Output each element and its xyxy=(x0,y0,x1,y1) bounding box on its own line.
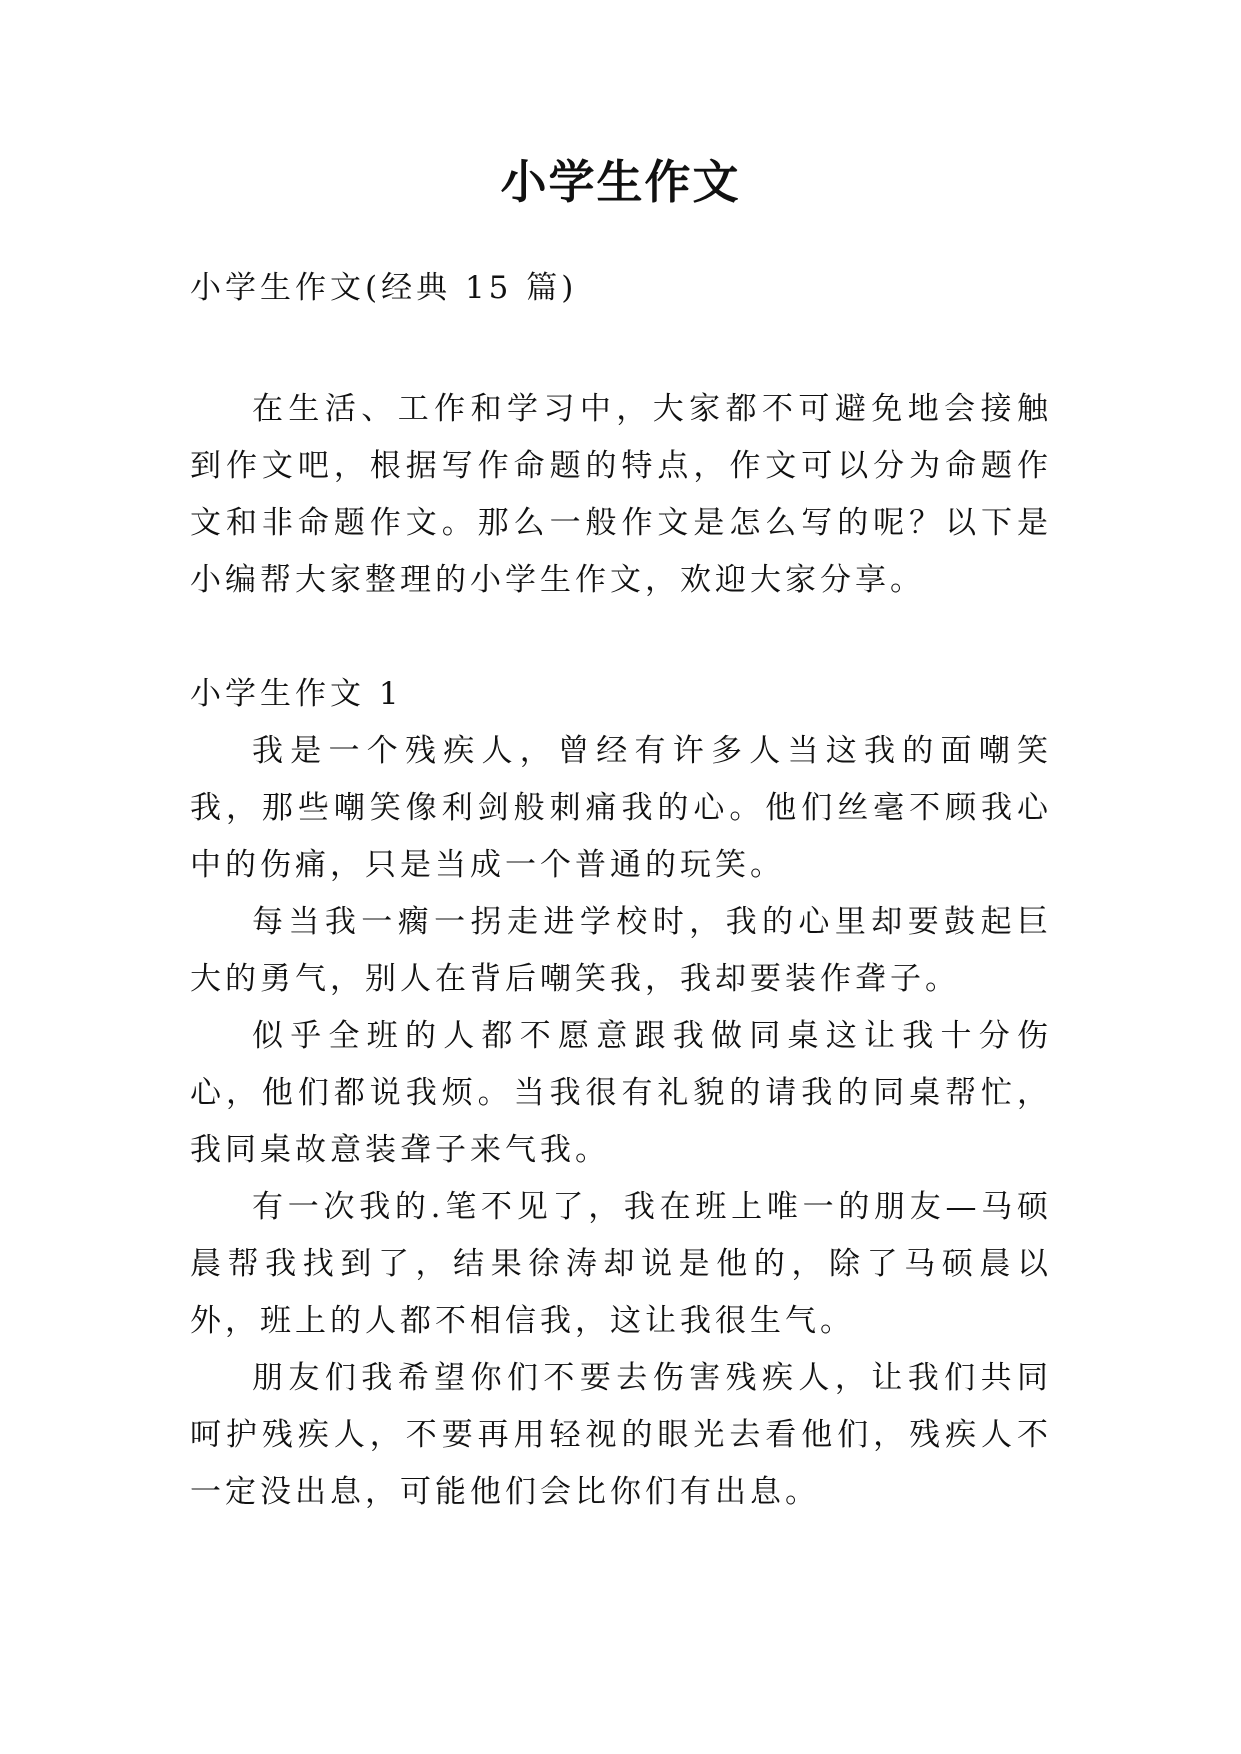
body-paragraph: 有一次我的.笔不见了，我在班上唯一的朋友—马硕晨帮我找到了，结果徐涛却说是他的，除了马硕晨以外，班上的人都不相信我，这让我很生气。 xyxy=(190,1189,1052,1339)
spacer xyxy=(190,609,1052,666)
document-body xyxy=(190,260,1052,1521)
spacer xyxy=(190,317,1052,381)
body-paragraph: 朋友们我希望你们不要去伤害残疾人，让我们共同呵护残疾人，不要再用轻视的眼光去看他们，残疾人不一定没出息，可能他们会比你们有出息。 xyxy=(190,1360,1052,1510)
body-paragraph: 每当我一瘸一拐走进学校时，我的心里却要鼓起巨大的勇气，别人在背后嘲笑我，我却要装作聋子。 xyxy=(190,904,1052,997)
document-subtitle: 小学生作文(经典 15 篇) xyxy=(190,270,578,306)
body-paragraph: 我是一个残疾人，曾经有许多人当这我的面嘲笑我，那些嘲笑像利剑般刺痛我的心。他们丝毫不顾我心中的伤痛，只是当成一个普通的玩笑。 xyxy=(190,733,1052,883)
intro-paragraph: 在生活、工作和学习中，大家都不可避免地会接触到作文吧，根据写作命题的特点，作文可以分为命题作文和非命题作文。那么一般作文是怎么写的呢？以下是小编帮大家整理的小学生作文，欢迎大家分享。 xyxy=(190,391,1052,598)
page-title: 小学生作文 xyxy=(500,155,741,209)
section-heading: 小学生作文 1 xyxy=(190,676,403,712)
body-paragraph: 似乎全班的人都不愿意跟我做同桌这让我十分伤心，他们都说我烦。当我很有礼貌的请我的同桌帮忙，我同桌故意装聋子来气我。 xyxy=(190,1018,1052,1168)
